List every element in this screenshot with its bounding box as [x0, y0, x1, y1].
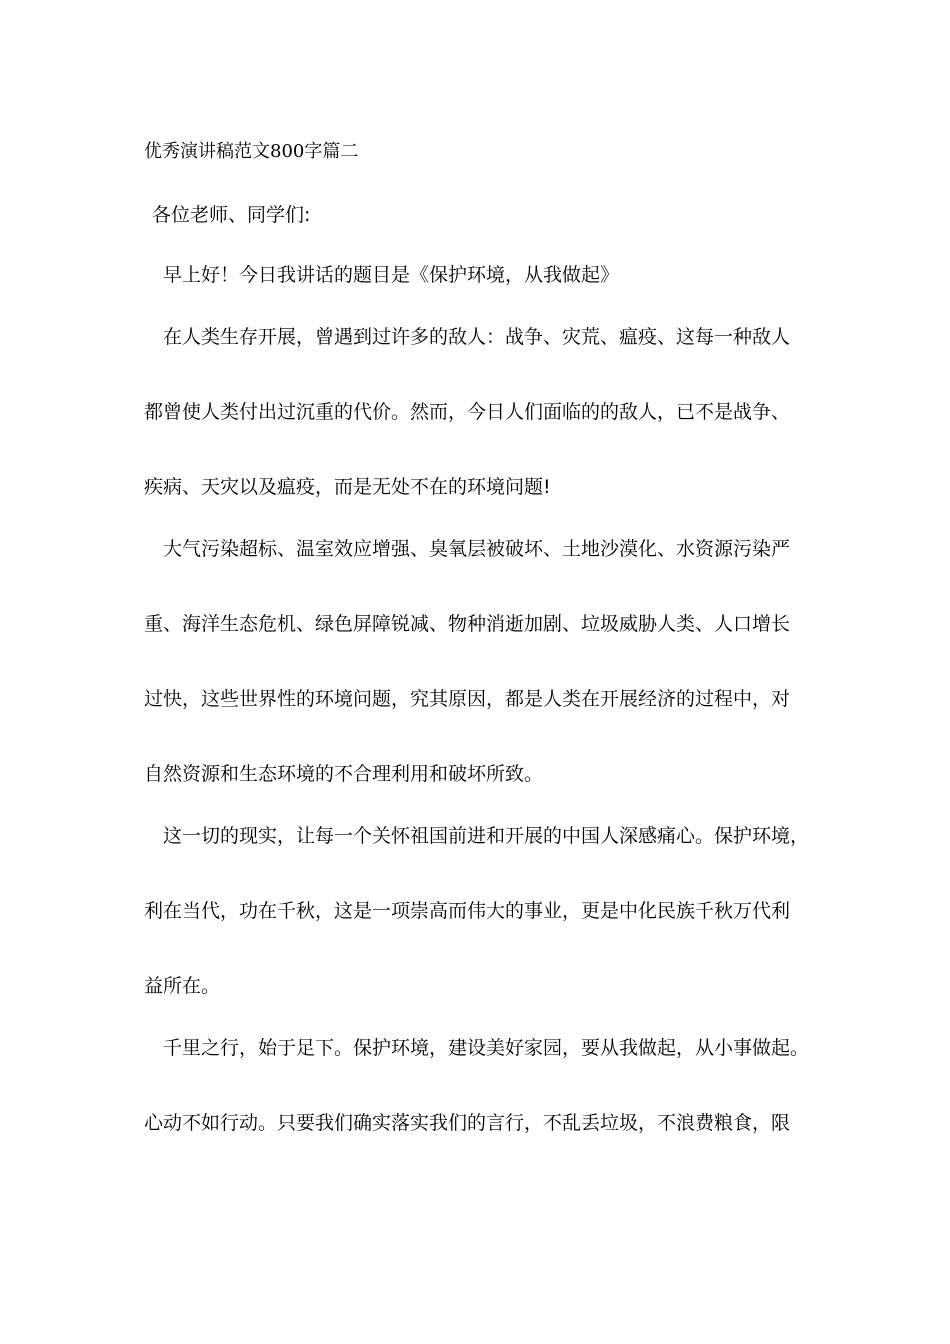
paragraph-line: 都曾使人类付出过沉重的代价。然而，今日人们面临的的敌人，已不是战争、 [144, 401, 791, 423]
paragraph-line: 重、海洋生态危机、绿色屏障锐减、物种消逝加剧、垃圾威胁人类、人口增长 [144, 613, 791, 635]
paragraph-line: 过快，这些世界性的环境问题，究其原因，都是人类在开展经济的过程中，对 [144, 688, 791, 710]
paragraph-line: 益所在。 [144, 975, 221, 997]
paragraph-line: 利在当代，功在千秋，这是一项崇高而伟大的事业，更是中化民族千秋万代利 [144, 900, 791, 922]
paragraph-line: 大气污染超标、温室效应增强、臭氧层被破坏、土地沙漠化、水资源污染严 [163, 538, 791, 560]
document-title: 优秀演讲稿范文800字篇二 [144, 141, 359, 162]
paragraph-line: 早上好！今日我讲话的题目是《保护环境，从我做起》 [163, 264, 620, 286]
paragraph-line: 在人类生存开展，曾遇到过许多的敌人：战争、灾荒、瘟疫、这每一种敌人 [163, 326, 791, 348]
paragraph-line: 疾病、天灾以及瘟疫，而是无处不在的环境问题! [144, 476, 551, 498]
paragraph-line: 千里之行，始于足下。保护环境，建设美好家园，要从我做起，从小事做起。 [163, 1037, 810, 1059]
greeting: 各位老师、同学们: [152, 204, 311, 226]
paragraph-line: 自然资源和生态环境的不合理利用和破坏所致。 [144, 763, 544, 785]
paragraph-line: 这一切的现实，让每一个关怀祖国前进和开展的中国人深感痛心。保护环境， [163, 825, 810, 847]
paragraph-line: 心动不如行动。只要我们确实落实我们的言行，不乱丢垃圾，不浪费粮食，限 [144, 1112, 791, 1134]
